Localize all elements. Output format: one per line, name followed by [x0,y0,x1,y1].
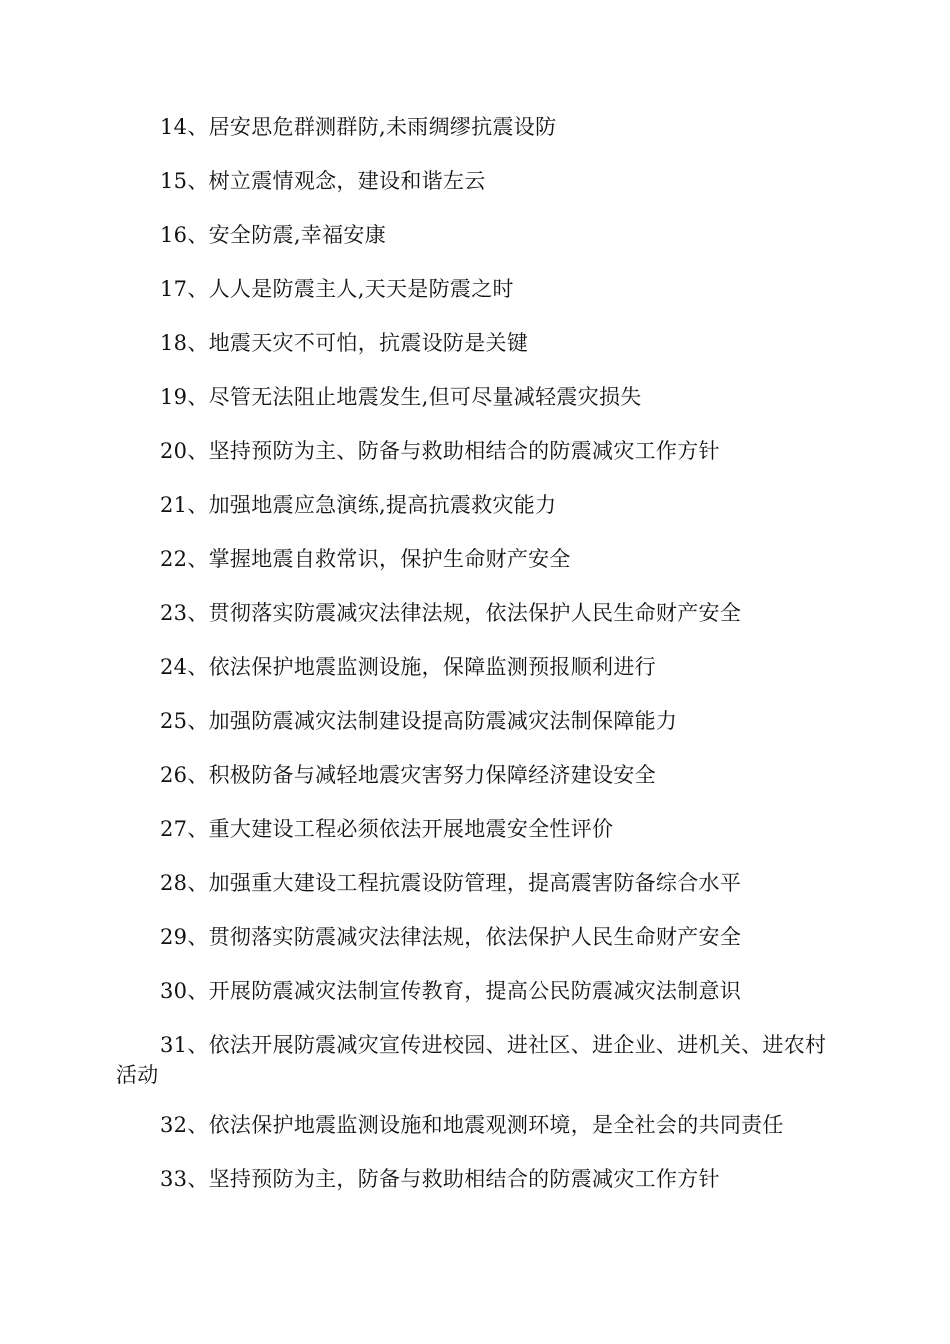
slogan-item: 21、加强地震应急演练,提高抗震救灾能力 [160,493,557,517]
slogan-item: 30、开展防震减灾法制宣传教育，提高公民防震减灾法制意识 [160,979,742,1003]
slogan-item: 27、重大建设工程必须依法开展地震安全性评价 [160,817,614,841]
slogan-item: 26、积极防备与减轻地震灾害努力保障经济建设安全 [160,763,656,787]
slogan-item: 16、安全防震,幸福安康 [160,223,386,247]
slogan-item: 24、依法保护地震监测设施，保障监测预报顺利进行 [160,655,656,679]
slogan-item: 32、依法保护地震监测设施和地震观测环境，是全社会的共同责任 [160,1113,784,1137]
slogan-item: 15、树立震情观念，建设和谐左云 [160,169,486,193]
slogan-item: 18、地震天灾不可怕，抗震设防是关键 [160,331,529,355]
slogan-item: 25、加强防震减灾法制建设提高防震减灾法制保障能力 [160,709,678,733]
slogan-item: 28、加强重大建设工程抗震设防管理，提高震害防备综合水平 [160,871,742,895]
slogan-item: 20、坚持预防为主、防备与救助相结合的防震减灾工作方针 [160,439,720,463]
slogan-item: 31、依法开展防震减灾宣传进校园、进社区、进企业、进机关、进农村活动 [116,1033,827,1087]
slogan-item: 33、坚持预防为主，防备与救助相结合的防震减灾工作方针 [160,1167,720,1191]
slogan-item: 29、贯彻落实防震减灾法律法规，依法保护人民生命财产安全 [160,925,742,949]
slogan-item: 19、尽管无法阻止地震发生,但可尽量减轻震灾损失 [160,385,642,409]
slogan-item: 23、贯彻落实防震减灾法律法规，依法保护人民生命财产安全 [160,601,742,625]
slogan-item: 17、人人是防震主人,天天是防震之时 [160,277,514,301]
slogan-item: 22、掌握地震自救常识，保护生命财产安全 [160,547,571,571]
slogan-list [116,112,836,1218]
slogan-item: 14、居安思危群测群防,未雨绸缪抗震设防 [160,115,557,139]
